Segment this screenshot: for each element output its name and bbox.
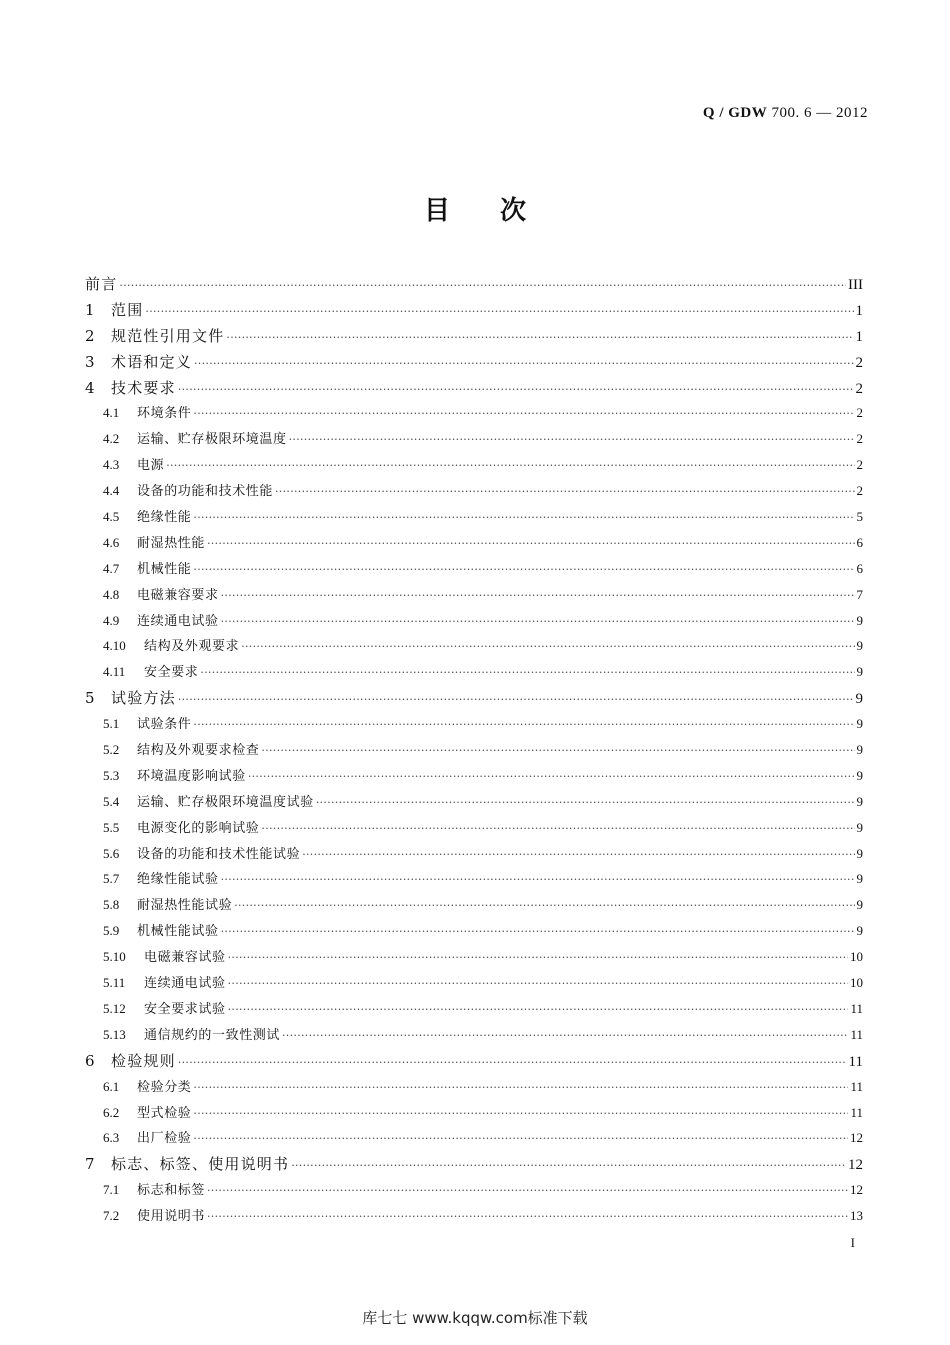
- toc-entry-page: 1: [855, 302, 863, 319]
- toc-entry-title: 使用说明书: [137, 1209, 206, 1225]
- toc-entry-number: 6.1: [103, 1078, 120, 1094]
- toc-entry-title: 电源变化的影响试验: [137, 820, 260, 836]
- toc-leader-dots: [291, 1159, 846, 1172]
- toc-entry-number: 4.6: [103, 534, 120, 550]
- toc-entry[interactable]: [85, 480, 863, 506]
- toc-entry-page: 9: [856, 819, 863, 835]
- toc-entry-page: 9: [856, 871, 863, 887]
- standard-number: 700. 6 — 2012: [767, 105, 868, 121]
- toc-entry-title: 设备的功能和技术性能: [137, 484, 274, 500]
- toc-leader-dots: [193, 718, 854, 731]
- toc-entry-page: 11: [850, 1104, 863, 1120]
- toc-entry[interactable]: [85, 868, 863, 894]
- toc-entry-page: 11: [848, 1053, 863, 1070]
- toc-entry-page: 1: [855, 328, 863, 345]
- toc-entry-number: 5.1: [103, 716, 120, 732]
- toc-entry-page: 11: [850, 1000, 863, 1016]
- toc-entry-number: 6.3: [103, 1130, 120, 1146]
- toc-entry-page: 2: [856, 483, 863, 499]
- toc-entry-title: 机械性能: [137, 561, 192, 577]
- toc-entry-title: 电源: [137, 458, 165, 474]
- toc-entry-title: 运输、贮存极限环境温度试验: [137, 794, 314, 810]
- toc-entry-title: 电磁兼容要求: [137, 587, 219, 603]
- toc-entry-title: 范围: [111, 300, 144, 319]
- toc-entry-number: 7.1: [103, 1182, 120, 1198]
- toc-entry[interactable]: [85, 1102, 863, 1128]
- toc-entry-title: 通信规约的一致性测试: [144, 1027, 281, 1043]
- toc-entry[interactable]: [85, 713, 863, 739]
- toc-entry-page: 9: [856, 923, 863, 939]
- toc-leader-dots: [193, 1107, 848, 1120]
- toc-entry[interactable]: [85, 532, 863, 558]
- toc-entry-page: 11: [850, 1026, 863, 1042]
- toc-entry-number: 3: [85, 352, 95, 371]
- toc-entry-number: 4.11: [103, 664, 126, 680]
- toc-entry-number: 4.8: [103, 586, 120, 602]
- toc-entry[interactable]: [85, 402, 863, 428]
- toc-entry-number: 5: [85, 689, 95, 708]
- toc-leader-dots: [261, 744, 854, 757]
- toc-entry-page: 12: [850, 1182, 863, 1198]
- toc-leader-dots: [228, 951, 848, 964]
- toc-entry-page: 9: [856, 897, 863, 913]
- toc-entry-number: 5.2: [103, 742, 120, 758]
- toc-entry-number: 4.10: [103, 638, 126, 654]
- toc-entry-title: 试验方法: [111, 689, 176, 708]
- toc-entry-page: 10: [850, 949, 863, 965]
- toc-entry[interactable]: [85, 428, 863, 454]
- toc-leader-dots: [234, 899, 854, 912]
- toc-leader-dots: [193, 407, 854, 420]
- toc-entry-number: 6: [85, 1051, 95, 1070]
- toc-leader-dots: [193, 1132, 848, 1145]
- toc-entry-number: 7.2: [103, 1208, 120, 1224]
- toc-entry-title: 环境温度影响试验: [137, 768, 246, 784]
- toc-entry-number: 5.6: [103, 845, 120, 861]
- toc-entry-page: 13: [850, 1208, 863, 1224]
- toc-entry[interactable]: [85, 1205, 863, 1231]
- toc-entry-number: 5.10: [103, 949, 126, 965]
- toc-entry-page: 9: [856, 767, 863, 783]
- toc-leader-dots: [228, 977, 848, 990]
- toc-leader-dots: [221, 615, 855, 628]
- toc-entry-number: 5.3: [103, 767, 120, 783]
- toc-entry[interactable]: [85, 506, 863, 532]
- toc-leader-dots: [221, 589, 855, 602]
- toc-entry[interactable]: [85, 739, 863, 765]
- footer-watermark: 库七七 www.kqqw.com标准下载: [362, 1309, 588, 1327]
- toc-entry-page: 9: [856, 742, 863, 758]
- toc-entry-number: 5.5: [103, 819, 120, 835]
- toc-entry-number: 4: [85, 378, 95, 397]
- toc-entry-page: 5: [856, 509, 863, 525]
- toc-leader-dots: [302, 848, 854, 861]
- toc-entry-number: 4.3: [103, 457, 120, 473]
- toc-entry-title: 电磁兼容试验: [144, 950, 226, 966]
- toc-entry-title: 耐湿热性能: [137, 535, 206, 551]
- standard-code: Q / GDW: [702, 105, 768, 121]
- toc-entry-number: 4.2: [103, 431, 120, 447]
- toc-entry-page: 2: [855, 380, 863, 397]
- toc-entry-title: 型式检验: [137, 1105, 192, 1121]
- toc-entry[interactable]: [85, 558, 863, 584]
- toc-leader-dots: [282, 1029, 848, 1042]
- toc-leader-dots: [289, 433, 855, 446]
- toc-entry[interactable]: [85, 584, 863, 610]
- toc-entry-title: 环境条件: [137, 406, 192, 422]
- toc-entry-title: 连续通电试验: [144, 976, 226, 992]
- toc-entry[interactable]: [85, 610, 863, 636]
- toc-entry[interactable]: [85, 377, 863, 403]
- toc-leader-dots: [207, 537, 854, 550]
- toc-entry[interactable]: [85, 1153, 863, 1179]
- toc-leader-dots: [193, 563, 854, 576]
- toc-entry-title: 连续通电试验: [137, 613, 219, 629]
- toc-entry[interactable]: [85, 972, 863, 998]
- toc-entry-page: 9: [856, 664, 863, 680]
- toc-entry-number: 5.8: [103, 897, 120, 913]
- toc-entry-number: 5.13: [103, 1026, 126, 1042]
- toc-entry-title: 运输、贮存极限环境温度: [137, 432, 287, 448]
- toc-entry-page: 12: [850, 1130, 863, 1146]
- toc-leader-dots: [275, 485, 854, 498]
- toc-entry-title: 出厂检验: [137, 1131, 192, 1147]
- toc-entry-page: 2: [856, 405, 863, 421]
- toc-leader-dots: [248, 770, 855, 783]
- toc-leader-dots: [200, 666, 854, 679]
- toc-leader-dots: [316, 796, 855, 809]
- toc-entry[interactable]: [85, 299, 863, 325]
- toc-entry-page: 11: [850, 1078, 863, 1094]
- toc-entry-title: 结构及外观要求: [144, 639, 240, 655]
- toc-entry-number: 6.2: [103, 1104, 120, 1120]
- toc-leader-dots: [145, 305, 853, 318]
- toc-entry-number: 4.9: [103, 612, 120, 628]
- toc-entry-number: 5.4: [103, 793, 120, 809]
- toc-entry-page: 12: [848, 1157, 863, 1174]
- toc-entry-number: 4.4: [103, 483, 120, 499]
- toc-entry-page: 6: [856, 560, 863, 576]
- toc-leader-dots: [228, 1003, 849, 1016]
- toc-entry-number: 5.11: [103, 975, 126, 991]
- toc-entry-page: 10: [850, 975, 863, 991]
- toc-entry-page: 9: [856, 793, 863, 809]
- toc-entry-title: 规范性引用文件: [111, 326, 225, 345]
- toc-entry[interactable]: [85, 998, 863, 1024]
- toc-entry-page: 9: [856, 612, 863, 628]
- toc-entry-title: 标志、标签、使用说明书: [111, 1155, 290, 1174]
- toc-entry[interactable]: [85, 843, 863, 869]
- page-number: I: [850, 1235, 855, 1250]
- toc-entry-title: 安全要求试验: [144, 1001, 226, 1017]
- toc-entry-title: 术语和定义: [111, 352, 193, 371]
- toc-entry[interactable]: [85, 1127, 863, 1153]
- toc-entry[interactable]: [85, 661, 863, 687]
- toc-entry-title: 前言: [85, 275, 118, 293]
- toc-entry[interactable]: [85, 1076, 863, 1102]
- toc-leader-dots: [221, 873, 855, 886]
- toc-entry-number: 4.1: [103, 405, 120, 421]
- toc-entry[interactable]: [85, 1179, 863, 1205]
- toc-leader-dots: [178, 693, 854, 706]
- toc-leader-dots: [193, 1081, 848, 1094]
- toc-entry[interactable]: [85, 817, 863, 843]
- toc-leader-dots: [207, 1210, 848, 1223]
- toc-entry-page: 6: [856, 534, 863, 550]
- toc-entry-title: 标志和标签: [137, 1183, 206, 1199]
- toc-entry-number: 2: [85, 326, 95, 345]
- toc-leader-dots: [178, 383, 854, 396]
- toc-entry-page: 2: [856, 457, 863, 473]
- toc-entry-title: 绝缘性能: [137, 510, 192, 526]
- toc-entry[interactable]: [85, 351, 863, 377]
- toc-entry-title: 检验规则: [111, 1051, 176, 1070]
- toc-entry[interactable]: [85, 1050, 863, 1076]
- toc-entry-number: 4.5: [103, 509, 120, 525]
- toc-entry-number: 5.12: [103, 1000, 126, 1016]
- toc-leader-dots: [207, 1184, 848, 1197]
- toc-entry[interactable]: [85, 894, 863, 920]
- toc-entry-page: 2: [856, 431, 863, 447]
- toc-entry-title: 耐湿热性能试验: [137, 898, 233, 914]
- toc-leader-dots: [194, 357, 853, 370]
- toc-entry-title: 结构及外观要求检查: [137, 743, 260, 759]
- toc-entry-title: 技术要求: [111, 378, 176, 397]
- table-of-contents: [85, 273, 863, 1231]
- toc-leader-dots: [193, 511, 854, 524]
- toc-entry-page: 9: [855, 691, 863, 708]
- toc-entry-page: 7: [856, 586, 863, 602]
- toc-entry-title: 机械性能试验: [137, 924, 219, 940]
- toc-entry-number: 5.9: [103, 923, 120, 939]
- standard-header: [703, 103, 868, 122]
- toc-entry-page: 2: [855, 354, 863, 371]
- toc-entry[interactable]: [85, 791, 863, 817]
- toc-leader-dots: [226, 331, 853, 344]
- toc-entry[interactable]: [85, 765, 863, 791]
- toc-entry[interactable]: [85, 454, 863, 480]
- toc-leader-dots: [178, 1056, 847, 1069]
- toc-entry[interactable]: [85, 273, 863, 299]
- toc-entry-page: III: [848, 277, 863, 293]
- toc-leader-dots: [166, 459, 854, 472]
- toc-entry-number: 4.7: [103, 560, 120, 576]
- toc-entry[interactable]: [85, 325, 863, 351]
- toc-entry[interactable]: [85, 635, 863, 661]
- toc-entry-page: 9: [856, 845, 863, 861]
- toc-entry-page: 9: [856, 716, 863, 732]
- toc-entry-title: 检验分类: [137, 1079, 192, 1095]
- toc-entry-title: 试验条件: [137, 717, 192, 733]
- page-title: 目次: [423, 196, 576, 226]
- toc-entry-title: 绝缘性能试验: [137, 872, 219, 888]
- toc-entry-number: 7: [85, 1155, 95, 1174]
- toc-leader-dots: [221, 925, 855, 938]
- toc-entry[interactable]: [85, 946, 863, 972]
- toc-entry[interactable]: [85, 920, 863, 946]
- toc-leader-dots: [261, 822, 854, 835]
- toc-leader-dots: [241, 640, 854, 653]
- toc-entry-number: 1: [85, 300, 95, 319]
- toc-entry-title: 安全要求: [144, 665, 199, 681]
- toc-entry[interactable]: [85, 687, 863, 713]
- toc-entry-title: 设备的功能和技术性能试验: [137, 846, 301, 862]
- toc-entry-page: 9: [856, 638, 863, 654]
- toc-leader-dots: [119, 279, 846, 292]
- toc-entry-number: 5.7: [103, 871, 120, 887]
- toc-entry[interactable]: [85, 1024, 863, 1050]
